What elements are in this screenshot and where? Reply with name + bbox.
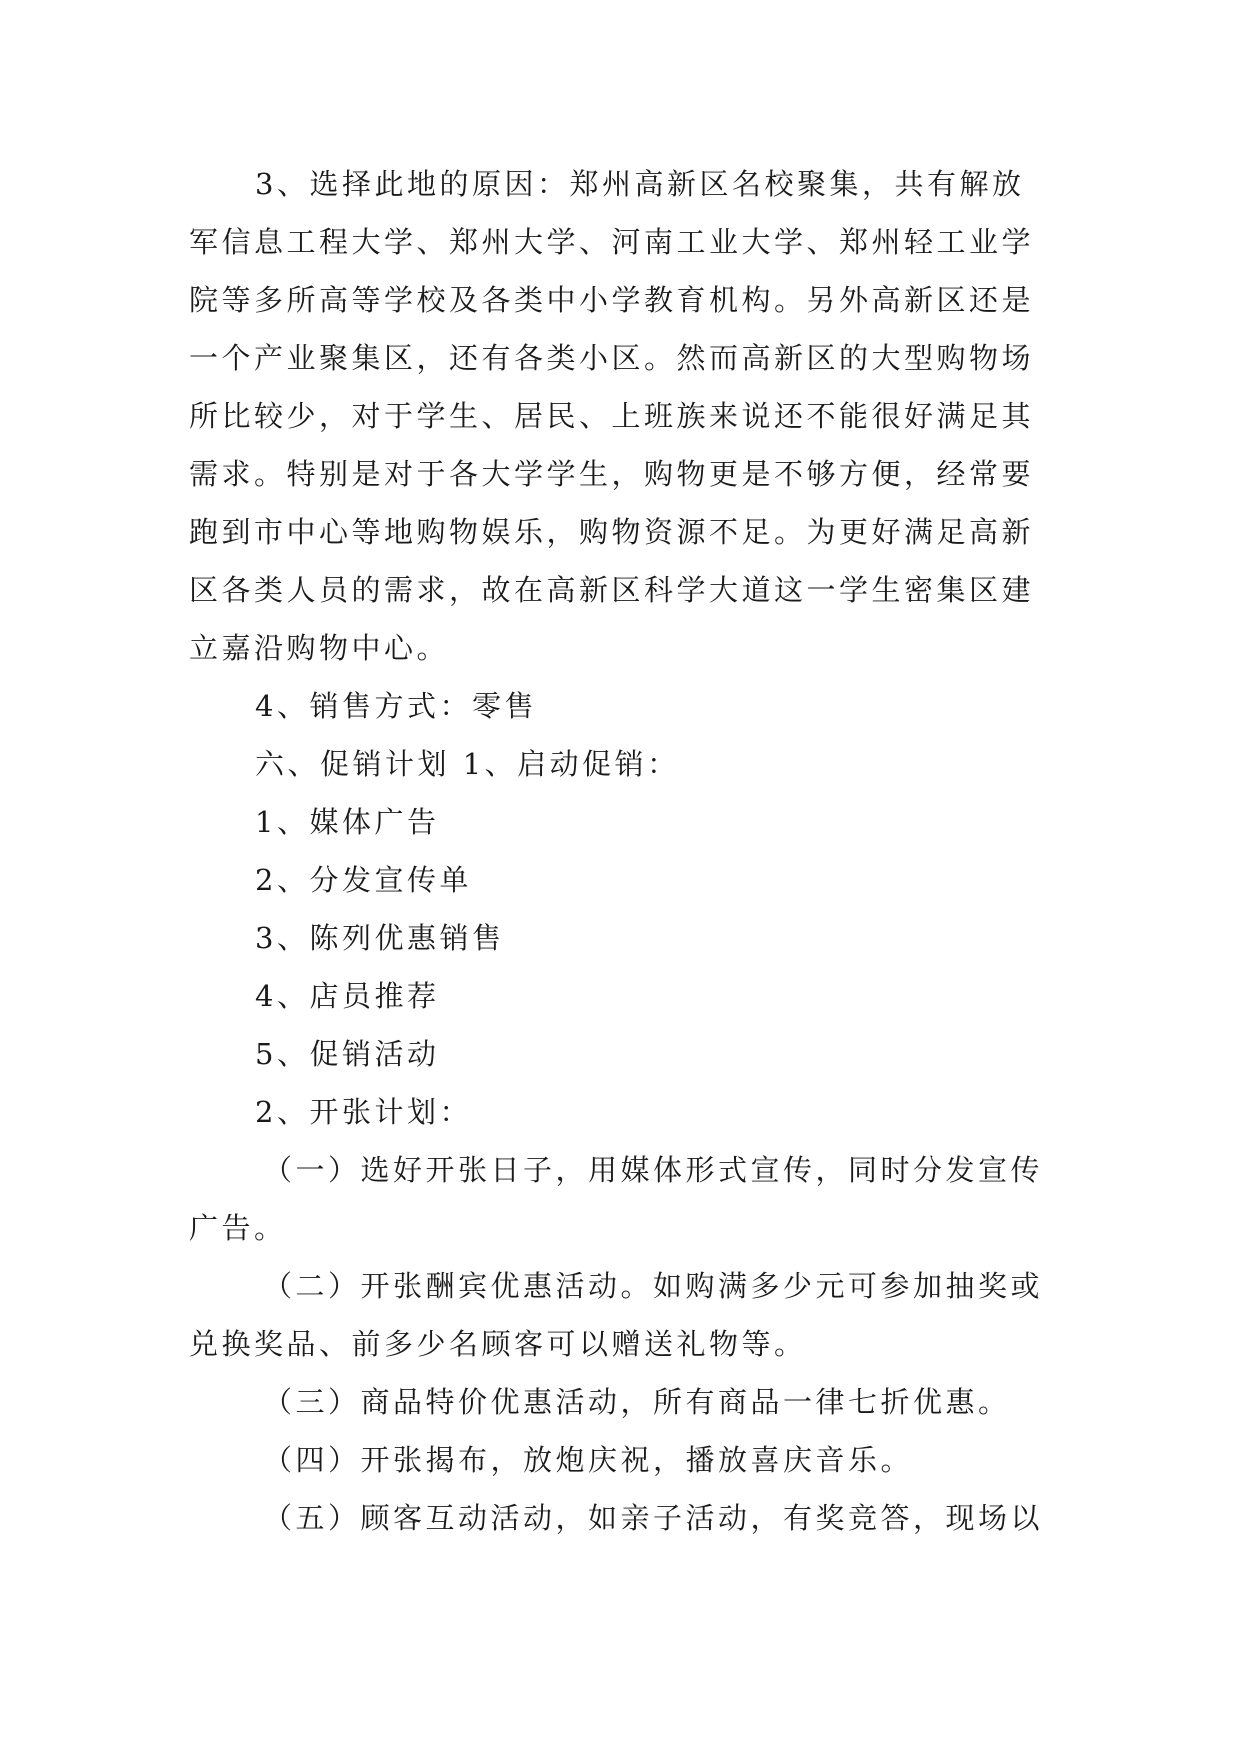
paragraph-line: 院等多所高等学校及各类中小学教育机构。另外高新区还是 <box>189 283 1035 317</box>
paragraph-line: 3、选择此地的原因：郑州高新区名校聚集，共有解放 <box>255 167 1025 201</box>
paragraph-line: （五）顾客互动活动，如亲子活动，有奖竞答，现场以 <box>263 1501 1044 1535</box>
paragraph-line: 广告。 <box>189 1211 287 1245</box>
paragraph-line: （二）开张酬宾优惠活动。如购满多少元可参加抽奖或 <box>263 1269 1044 1303</box>
paragraph-line: 兑换奖品、前多少名顾客可以赠送礼物等。 <box>189 1327 807 1361</box>
paragraph-line: 4、销售方式：零售 <box>255 689 537 723</box>
section-heading: 六、促销计划 1、启动促销： <box>255 747 680 781</box>
paragraph-line: 所比较少，对于学生、居民、上班族来说还不能很好满足其 <box>189 399 1035 433</box>
list-item: 1、媒体广告 <box>255 805 440 839</box>
paragraph-line: 需求。特别是对于各大学学生，购物更是不够方便，经常要 <box>189 457 1035 491</box>
paragraph-line: 跑到市中心等地购物娱乐，购物资源不足。为更好满足高新 <box>189 515 1035 549</box>
paragraph-line: 一个产业聚集区，还有各类小区。然而高新区的大型购物场 <box>189 341 1035 375</box>
paragraph-line: 立嘉沿购物中心。 <box>189 631 450 665</box>
list-item: 3、陈列优惠销售 <box>255 921 505 955</box>
list-item: 5、促销活动 <box>255 1037 440 1071</box>
list-item: 2、分发宣传单 <box>255 863 472 897</box>
list-item: 4、店员推荐 <box>255 979 440 1013</box>
paragraph-line: （四）开张揭布，放炮庆祝，播放喜庆音乐。 <box>263 1443 914 1477</box>
paragraph-line: 区各类人员的需求，故在高新区科学大道这一学生密集区建 <box>189 573 1035 607</box>
paragraph-line: （一）选好开张日子，用媒体形式宣传，同时分发宣传 <box>263 1153 1044 1187</box>
subsection-heading: 2、开张计划： <box>255 1095 472 1129</box>
paragraph-line: （三）商品特价优惠活动，所有商品一律七折优惠。 <box>263 1385 1011 1419</box>
paragraph-line: 军信息工程大学、郑州大学、河南工业大学、郑州轻工业学 <box>189 225 1035 259</box>
body-text <box>189 155 1059 1547</box>
